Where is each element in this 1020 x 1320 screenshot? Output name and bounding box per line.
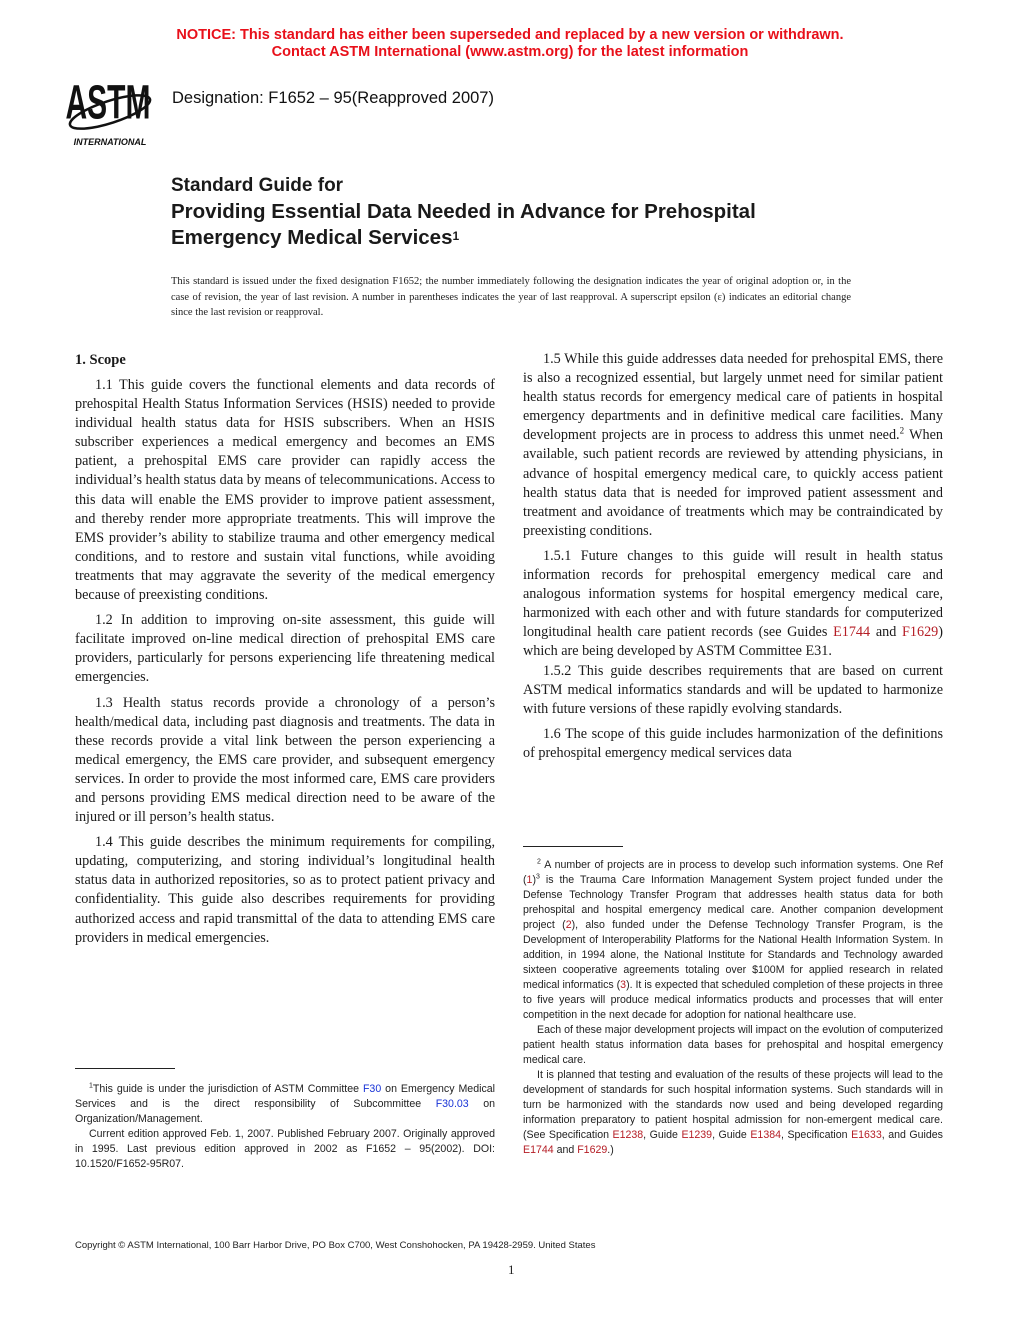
link-e1633[interactable]: E1633: [851, 1129, 882, 1141]
astm-logo: [64, 72, 164, 152]
paragraph-1-2: 1.2 In addition to improving on-site assessment, this guide will facilitate improved on-line medical direction of prehospital EMS care providers, particularly for persons experiencing life threatening medical emergencies.: [75, 612, 495, 686]
link-f1629-footnote[interactable]: F1629: [577, 1144, 608, 1156]
designation: Designation: F1652 – 95(Reapproved 2007): [172, 89, 494, 107]
right-column: [523, 350, 943, 769]
link-e1384[interactable]: E1384: [750, 1129, 781, 1141]
title-line-2: Providing Essential Data Needed in Advance for Prehospital: [171, 200, 756, 223]
title-line-3: [171, 225, 756, 251]
left-column: [75, 350, 495, 954]
notice-line-1: NOTICE: This standard has either been superseded and replaced by a new version or withdrawn.: [176, 27, 844, 43]
footnotes-left: [75, 1082, 495, 1172]
withdrawn-notice: [0, 27, 1020, 61]
paragraph-1-4: 1.4 This guide describes the minimum requirements for compiling, updating, computerizing, and storing individual’s longitudinal health status data in authorized repositories, so as to protect patient privacy and confidentiality. This guide also describes requirements for providing authorized access and rapid transmittal of the data to attending EMS care providers in medical emergencies.: [75, 834, 495, 946]
document-title: [171, 173, 756, 251]
notice-line-2: Contact ASTM International (www.astm.org) for the latest information: [271, 44, 749, 60]
footnote-1: $^1$This guide is under the jurisdiction of ASTM Committee F30 on Emergency Medical Services and is the direct responsibility of Subcommittee F30.03 on Organization/Management.: [75, 1082, 495, 1125]
paragraph-1-5: 1.5 While this guide addresses data needed for prehospital EMS, there is also a recognized essential, but largely unmet need for similar patient health status records for emergency medical care of patients in hospital emergency departments and in definitive medical care facilities. Many development projects are in process to address this unmet need.$^2$ When available, such patient records are reviewed by attending physicians, in advance of hospital emergency medical care, to quickly access patient health status data that is needed for improved patient assessment and treatment and avoidance of treatments which may be contraindicated by preexisting conditions.: [523, 351, 944, 539]
link-e1744-footnote[interactable]: E1744: [523, 1144, 554, 1156]
astm-logo-icon: [64, 72, 164, 152]
edition-note: Current edition approved Feb. 1, 2007. Published February 2007. Originally approved in 1995. Last previous edition approved in 2002 as F1652 – 95(2002). DOI: 10.1520/F1652-95R07.: [75, 1128, 495, 1170]
ref-link-1[interactable]: 1: [526, 874, 533, 886]
footnote-2: $^2$ A number of projects are in process to develop such information systems. One Ref $(1)^3$ is the Trauma Care Information Management System project funded under the Defense Technology Transfer Program that addresses health status data for both prehospital and hospital emergency medical care. Another companion development project (2), also funded under the Defense Technology Transfer Program, is the Development of Interoperability Platforms for the National Health Information System. In addition, in 1994 alone, the National Institute for Standards and Technology awarded sixteen cooperative agreements totaling over $100M for applied research in related medical informatics (3). It is expected that scheduled completion of these projects in three to five years will produce medical informatics products and processes that will enter competition in the next decade for adoption for national healthcare use.: [523, 858, 943, 1021]
link-f30-03[interactable]: F30.03: [435, 1098, 469, 1110]
section-heading-scope: 1. Scope: [75, 352, 126, 368]
paragraph-1-5-1: 1.5.1 Future changes to this guide will result in health status information records for prehospital emergency medical care and analogous information systems for hospital emergency medical care, harmonized with each other and with future standards for computerized longitudinal health care patient records (see Guides E1744 and F1629) which are being developed by ASTM Committee E31.: [523, 547, 943, 660]
title-line-3-text: Emergency Medical Services: [171, 226, 453, 249]
page-number: 1: [508, 1262, 515, 1277]
link-f30[interactable]: F30: [362, 1083, 382, 1095]
footnotes-right: [523, 858, 943, 1158]
paragraph-1-3: 1.3 Health status records provide a chronology of a person’s health/medical data, including past diagnosis and treatments. The data in these records provide a vital link between the person experiencing a medical emergency, the EMS care provider, and subsequent emergency services. In order to provide the most informed care, EMS care providers and persons providing EMS medical direction need to be aware of the injured or ill person’s health status.: [75, 694, 495, 826]
footnote-divider-right: [523, 846, 623, 847]
link-e1238[interactable]: E1238: [612, 1129, 644, 1141]
svg-text:INTERNATIONAL: INTERNATIONAL: [73, 137, 147, 147]
issuance-statement: This standard is issued under the fixed designation F1652; the number immediately following the designation indicates the year of original adoption or, in the case of revision, the year of last revision. A number in parentheses indicates the year of last reapproval. A superscript epsilon (ε) indicates an editorial change since the last revision or reapproval.: [171, 276, 851, 318]
title-line-1: Standard Guide for: [171, 175, 344, 196]
paragraph-1-5-2: 1.5.2 This guide describes requirements that are based on current ASTM medical informatics standards and will be updated to harmonize with future versions of these rapidly evolving standards.: [523, 662, 943, 717]
paragraph-1-6: 1.6 The scope of this guide includes harmonization of the definitions of prehospital emergency medical services data: [523, 725, 943, 761]
paragraph-1-1: 1.1 This guide covers the functional elements and data records of prehospital Health Status Information Services (HSIS) needed to provide individual health status data for HSIS subscribers. When an HSIS subscriber experiences a medical emergency and becomes an EMS patient, a prehospital EMS care provider can rapidly access the individual’s health status data by means of telecommunications. Access to this data will enable the EMS provider to improve patient assessment, and thereby render more appropriate treatments. This will improve the EMS provider’s ability to stabilize trauma and other emergency medical conditions, and to restore and sustain vital functions, while avoiding treatments that may aggravate the severity of the medical emergency because of preexisting conditions.: [75, 377, 496, 604]
link-f1629[interactable]: F1629: [902, 624, 939, 641]
footnote-divider-left: [75, 1068, 175, 1069]
svg-text:ASTM: ASTM: [65, 76, 151, 130]
ref-link-3[interactable]: 3: [620, 979, 627, 991]
copyright-line: Copyright © ASTM International, 100 Barr Harbor Drive, PO Box C700, West Conshohocken, PA 19428-2959. United States: [75, 1240, 596, 1251]
link-e1744[interactable]: E1744: [833, 624, 871, 641]
footnote-2-para-3: It is planned that testing and evaluation of the results of these projects will lead to the development of standards for such hospital information systems. Such standards will in turn be harmonized with the standards now used and being developed regarding information preparatory to patient hospital admission for non-emergent medical care. (See Specification E1238, Guide E1239, Guide E1384, Specification E1633, and Guides E1744 and F1629.): [523, 1069, 943, 1156]
title-footnote-mark[interactable]: 1: [452, 229, 460, 243]
footnote-2-para-2: Each of these major development projects will impact on the evolution of computerized patient health status information data bases for prehospital and hospital emergency medical care.: [523, 1024, 943, 1066]
ref-link-2[interactable]: 2: [565, 919, 572, 931]
footnote-ref-2[interactable]: 2: [899, 425, 905, 436]
link-e1239[interactable]: E1239: [681, 1129, 713, 1141]
